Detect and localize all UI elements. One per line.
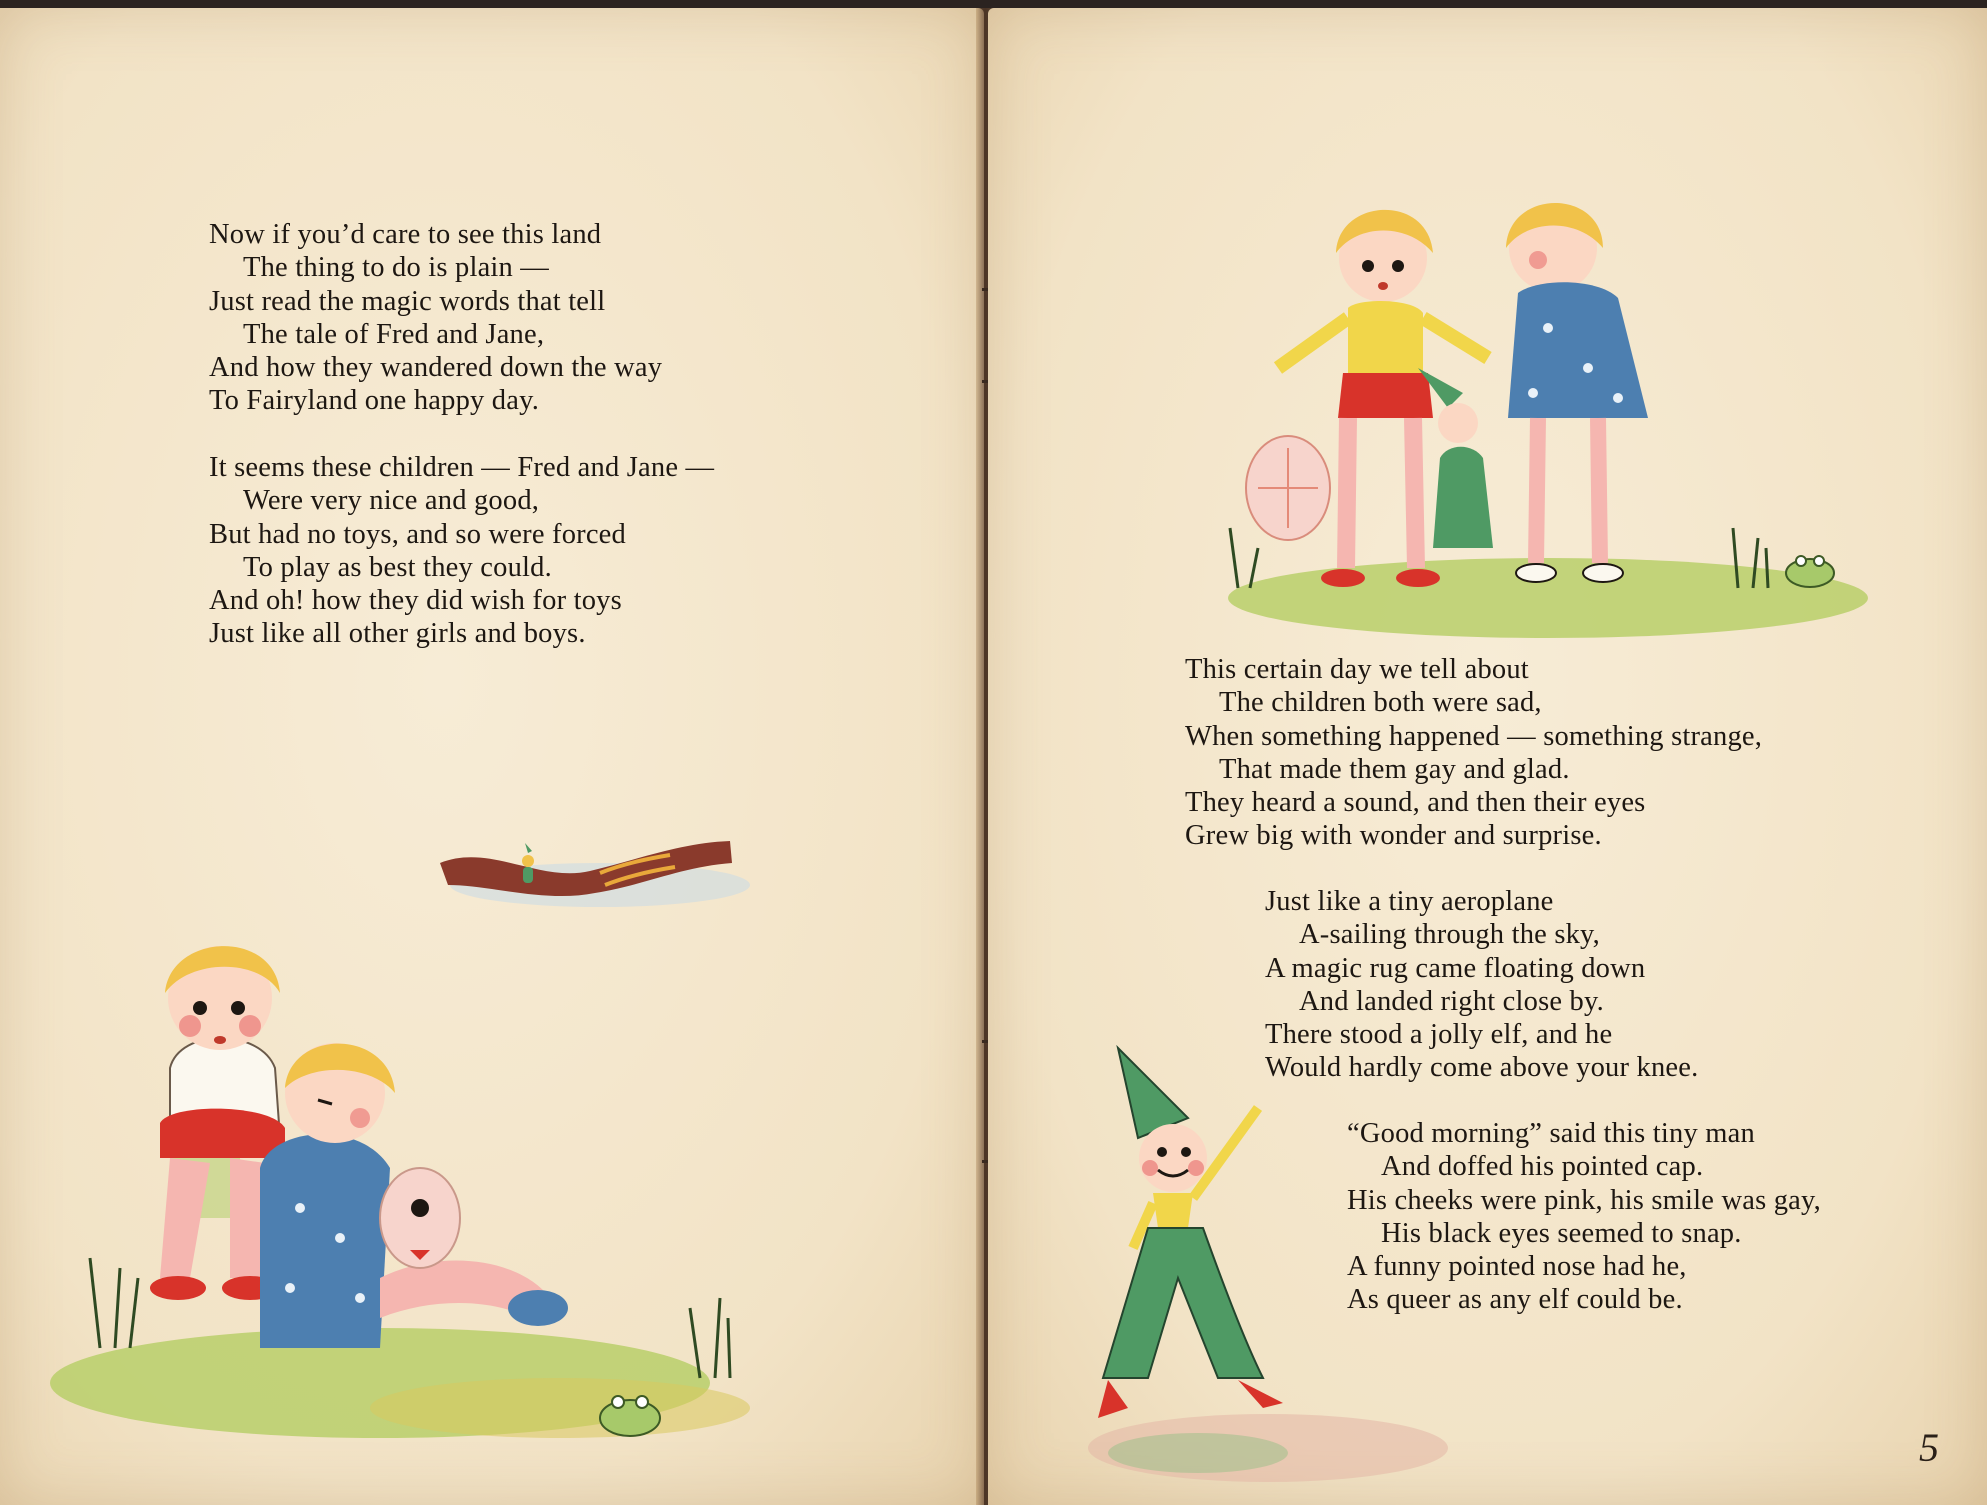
poem-line: When something happened — something strange,	[1185, 720, 1763, 752]
poem-line: His black eyes seemed to snap.	[1381, 1217, 1742, 1249]
poem-line: There stood a jolly elf, and he	[1265, 1019, 1613, 1051]
right-page	[988, 8, 1987, 1505]
poem-line: His cheeks were pink, his smile was gay,	[1347, 1184, 1821, 1216]
poem-line: They heard a sound, and then their eyes	[1185, 787, 1646, 819]
waving-elf-illustration	[1078, 1048, 1408, 1498]
poem-line: The thing to do is plain —	[243, 252, 550, 284]
page-number: 5	[1919, 1425, 1939, 1470]
poem-line: A funny pointed nose had he,	[1347, 1251, 1687, 1283]
right-stanza-3	[1347, 1117, 1821, 1317]
left-stanza-1	[209, 218, 662, 418]
poem-line: A magic rug came floating down	[1265, 952, 1646, 984]
poem-line: As queer as any elf could be.	[1347, 1284, 1683, 1316]
poem-line: Were very nice and good,	[243, 485, 540, 517]
frog-icon	[1786, 556, 1834, 587]
poem-line: Just read the magic words that tell	[209, 285, 606, 317]
poem-line: That made them gay and glad.	[1219, 753, 1570, 785]
poem-line: Just like all other girls and boys.	[209, 618, 586, 650]
poem-line: And landed right close by.	[1299, 985, 1604, 1017]
poem-line: The children both were sad,	[1219, 687, 1542, 719]
poem-line: “Good morning” said this tiny man	[1347, 1118, 1755, 1149]
left-page	[0, 8, 984, 1505]
poem-line: This certain day we tell about	[1185, 654, 1529, 685]
left-stanza-2	[209, 451, 714, 651]
poem-line: To Fairyland one happy day.	[209, 385, 540, 417]
poem-line: To play as best they could.	[243, 551, 552, 583]
right-stanza-1	[1185, 653, 1762, 853]
poem-line: A-sailing through the sky,	[1299, 919, 1600, 951]
poem-line: Grew big with wonder and surprise.	[1185, 820, 1602, 852]
sad-children-illustration	[60, 878, 750, 1458]
poem-line: And how they wandered down the way	[209, 352, 663, 384]
poem-line: Now if you’d care to see this land	[209, 219, 602, 250]
poem-line: Would hardly come above your knee.	[1265, 1052, 1699, 1084]
poem-line: But had no toys, and so were forced	[209, 518, 626, 550]
poem-line: The tale of Fred and Jane,	[243, 318, 545, 350]
children-and-elf-illustration	[1218, 168, 1858, 648]
poem-line: It seems these children — Fred and Jane —	[209, 452, 715, 483]
poem-line: And oh! how they did wish for toys	[209, 585, 622, 617]
poem-line: And doffed his pointed cap.	[1381, 1151, 1704, 1183]
poem-line: Just like a tiny aeroplane	[1265, 886, 1554, 917]
